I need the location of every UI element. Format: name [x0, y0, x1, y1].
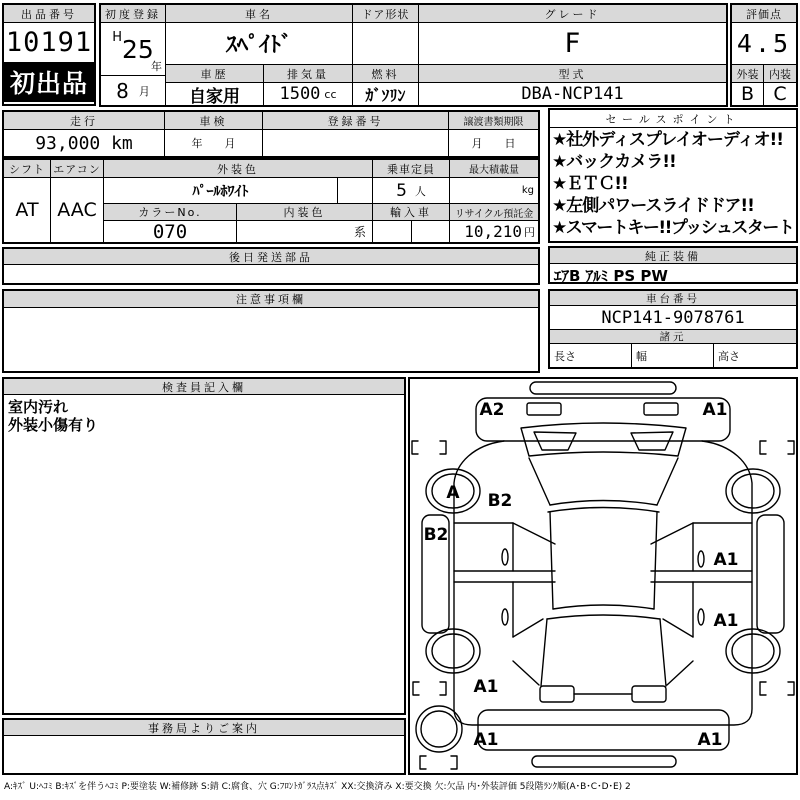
first-registration-cell: [101, 23, 166, 105]
recycle-unit: 円: [524, 225, 535, 239]
exterior-color-header: 外装色: [104, 160, 373, 178]
equipment-header: 純正装備: [550, 248, 796, 264]
mileage-table: [2, 110, 540, 158]
rear-bumper: [478, 710, 729, 750]
history-value: 自家用: [166, 83, 264, 105]
interior-grade-header: 内装: [764, 65, 796, 83]
chassis-header: 車台番号: [550, 291, 796, 306]
right-front-door-handle: [698, 551, 704, 567]
rear-edge-strip: [532, 756, 676, 767]
import-car-cells: [373, 221, 450, 242]
color-no-value: 070: [104, 221, 237, 242]
grade-header: グレード: [419, 5, 726, 23]
capacity-value: [373, 178, 450, 204]
fuel-header: 燃料: [353, 65, 419, 83]
right-front-door-top: [651, 523, 752, 544]
diagram-box: [408, 377, 798, 775]
right-body-crease: [651, 571, 752, 582]
import-car-cell-2: [412, 221, 450, 242]
capacity-number: 5: [396, 180, 407, 201]
exterior-color-value: ﾊﾟｰﾙﾎﾜｲﾄ: [104, 178, 338, 204]
front-grille-right: [644, 403, 678, 415]
damage-label-a1-right-rear: A1: [713, 611, 739, 631]
right-rocker-panel: [757, 515, 784, 633]
displacement-number: 1500: [279, 84, 321, 104]
front-bumper: [476, 398, 730, 441]
sales-point-item: ★バックカメラ!!: [552, 152, 676, 172]
recycle-amount: 10,210: [464, 222, 522, 241]
door-shape-value: [353, 23, 419, 65]
roof-second-line: [548, 508, 659, 513]
interior-color-header: 内装色: [237, 204, 373, 221]
sales-point-item: ★スマートキー!!プッシュスタート: [552, 218, 794, 238]
recycle-deposit-header: リサイクル預託金: [450, 204, 538, 221]
fuel-value: ｶﾞｿﾘﾝ: [353, 83, 419, 105]
sales-point-item: ★左側パワースライドドア!!: [552, 196, 754, 216]
capacity-unit: 人: [414, 184, 426, 198]
spec-width-label: 幅: [632, 344, 714, 367]
registration-no-header: 登録番号: [263, 112, 449, 130]
recycle-deposit-value: [450, 221, 538, 242]
rear-window-bottom: [547, 615, 660, 619]
office-info-box: [2, 718, 406, 775]
left-body-crease: [454, 571, 555, 582]
chassis-box: [548, 289, 798, 369]
bracket-left-front: [412, 441, 446, 454]
spare-tire: [416, 706, 462, 752]
interior-grade-value: C: [773, 83, 787, 105]
damage-label-b2-fender: B2: [487, 491, 513, 511]
roof-side-edges: [550, 512, 657, 609]
lot-number: 10191: [5, 27, 93, 58]
registration-year: 25: [121, 34, 154, 64]
year-unit: 年: [151, 60, 162, 73]
import-car-cell-1: [373, 221, 412, 242]
score-header: 評価点: [732, 5, 796, 23]
damage-label-b2-rocker: B2: [423, 525, 449, 545]
bracket-right-rear: [760, 682, 794, 695]
first-listing-badge: 初出品: [4, 62, 94, 102]
capacity-header: 乗車定員: [373, 160, 450, 178]
damage-label-a1-bumper-left: A1: [473, 730, 499, 750]
displacement-unit: cc: [324, 87, 337, 101]
door-shape-header: ドア形状: [353, 5, 419, 23]
lot-box: [2, 3, 96, 106]
specs-header: 諸元: [550, 330, 796, 344]
rear-window-top: [553, 605, 654, 609]
interior-color-value: 系: [237, 221, 373, 242]
sales-point-item: ★社外ディスプレイオーディオ!!: [552, 130, 783, 150]
registration-month: 8: [116, 78, 129, 103]
first-registration-header: 初度登録: [101, 5, 166, 23]
car-damage-diagram: [410, 379, 796, 773]
rear-hatch-sides: [541, 619, 666, 686]
left-front-door-handle: [502, 549, 508, 565]
sales-points-header: セールスポイント: [550, 110, 796, 128]
notes-header: 注意事項欄: [4, 291, 538, 308]
damage-label-a1-left-rear: A1: [473, 677, 499, 697]
inspector-box: [2, 377, 406, 715]
damage-code-legend: A:ｷｽﾞ U:ﾍｺﾐ B:ｷｽﾞを伴うﾍｺﾐ P:要塗装 W:補修跡 S:錆 C:腐食、穴 G:ﾌﾛﾝﾄｶﾞﾗｽ点ｷｽﾞ XX:交換済み X:要交換 欠:欠品 内･外装評価 5段階ﾗﾝｸ順(A･B･C･D･E) 2: [4, 782, 631, 792]
rear-lamp-right: [632, 686, 666, 702]
displacement-value: [264, 83, 353, 105]
later-parts-header: 後日発送部品: [4, 249, 538, 265]
color-no-header: カラーNo.: [104, 204, 237, 221]
model-code-header: 型式: [419, 65, 726, 83]
left-d-pillar: [513, 619, 543, 685]
transfer-deadline-header: 譲渡書類期限: [449, 112, 538, 130]
damage-label-a1-bumper-right: A1: [697, 730, 723, 750]
rear-left-wheel: [426, 629, 480, 673]
exterior-color-extra-cell: [338, 178, 373, 204]
shift-header: シフト: [4, 160, 51, 178]
damage-label-a1-right-front: A1: [713, 550, 739, 570]
inspector-note-line: 室内汚れ: [8, 398, 69, 416]
exterior-grade-value: B: [732, 83, 764, 105]
shift-value: AT: [4, 178, 51, 242]
damage-label-a1-front: A1: [702, 400, 728, 420]
spec-height-label: 高さ: [718, 349, 740, 363]
right-rear-door-handle: [698, 609, 704, 625]
score-box: [730, 3, 798, 107]
car-body-outline: [454, 441, 752, 725]
sales-point-item: ★ＥＴＣ!!: [552, 174, 628, 194]
later-parts-box: [2, 247, 540, 285]
damage-label-a-wheel: A: [446, 483, 460, 503]
max-load-value: kg: [450, 178, 538, 204]
rear-lamp-left: [540, 686, 574, 702]
office-info-header: 事務局よりご案内: [4, 720, 404, 736]
rear-right-wheel: [726, 629, 780, 673]
bracket-bottom: [420, 756, 457, 769]
front-right-wheel: [726, 469, 780, 513]
left-rear-door-handle: [502, 609, 508, 625]
sales-points-box: [548, 108, 798, 243]
lot-label: 出品番号: [4, 5, 94, 23]
registration-no-value: [263, 130, 449, 156]
month-unit: 月: [138, 84, 150, 98]
max-load-header: 最大積載量: [450, 160, 538, 178]
history-header: 車歴: [166, 65, 264, 83]
chassis-value: NCP141-9078761: [550, 306, 796, 330]
car-name-value: ｽﾍﾟｲﾄﾞ: [166, 23, 353, 65]
exterior-grade-header: 外装: [732, 65, 764, 83]
inspector-header: 検査員記入欄: [4, 379, 404, 395]
inspection-value: 年 月: [165, 130, 263, 156]
front-edge-strip: [530, 382, 676, 394]
damage-label-a2-front: A2: [479, 400, 505, 420]
bracket-left-rear: [413, 682, 446, 695]
notes-box: [2, 289, 540, 373]
bracket-right-front: [760, 441, 794, 454]
front-grille-left: [527, 403, 561, 415]
mileage-header: 走行: [4, 112, 165, 130]
car-name-header: 車名: [166, 5, 353, 23]
model-code-value: DBA-NCP141: [521, 84, 624, 104]
equipment-box: [548, 246, 798, 284]
transfer-deadline-value: 月 日: [471, 137, 516, 150]
grade-value: F: [419, 23, 726, 65]
color-capacity-table: [2, 158, 540, 244]
windshield: [521, 423, 686, 456]
import-car-header: 輸入車: [373, 204, 450, 221]
aircon-value: AAC: [51, 178, 104, 242]
score-value: 4.5: [732, 23, 796, 65]
right-d-pillar: [663, 619, 693, 685]
era-code: H: [112, 30, 122, 45]
a-pillars: [529, 458, 678, 505]
displacement-header: 排気量: [264, 65, 353, 83]
inspector-note-line: 外装小傷有り: [8, 416, 99, 434]
mileage-value: 93,000 km: [4, 130, 165, 156]
vehicle-info-table: [99, 3, 728, 107]
roof-front-line: [550, 501, 657, 506]
aircon-header: エアコン: [51, 160, 104, 178]
spec-length-label: 長さ: [550, 344, 632, 367]
inspection-header: 車検: [165, 112, 263, 130]
equipment-value: ｴｱB ｱﾙﾐ PS PW: [554, 267, 668, 285]
left-front-door-top: [454, 523, 555, 544]
